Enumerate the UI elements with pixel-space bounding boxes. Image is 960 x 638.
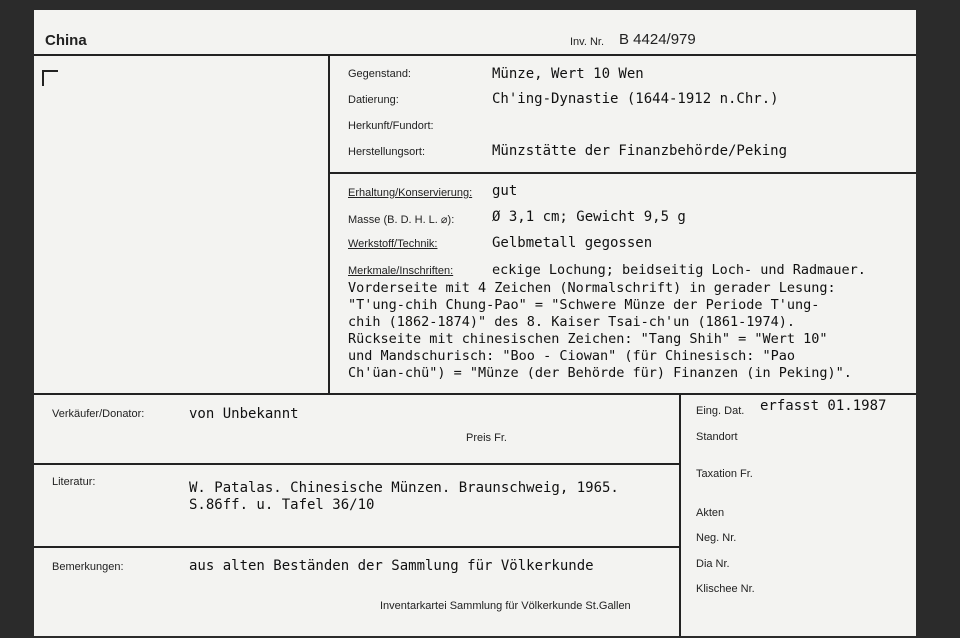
masse-value: Ø 3,1 cm; Gewicht 9,5 g <box>492 209 686 225</box>
datierung-label: Datierung: <box>348 94 399 106</box>
merkmale-first-line: eckige Lochung; beidseitig Loch- und Radmauer. <box>492 262 866 278</box>
bemerkungen-value: aus alten Beständen der Sammlung für Völkerkunde <box>189 558 594 574</box>
inv-nr-value: B 4424/979 <box>619 31 696 48</box>
merkmale-line: Ch'üan-chü") = "Münze (der Behörde für) Finanzen (in Peking)". <box>348 365 852 381</box>
neg-nr-label: Neg. Nr. <box>696 532 737 544</box>
verkaeufer-label: Verkäufer/Donator: <box>52 408 145 420</box>
herstellungsort-value: Münzstätte der Finanzbehörde/Peking <box>492 143 788 159</box>
eing-dat-label: Eing. Dat. <box>696 405 745 417</box>
bemerkungen-label: Bemerkungen: <box>52 561 124 573</box>
preis-label: Preis Fr. <box>466 432 507 444</box>
divider-header <box>34 54 916 56</box>
merkmale-line: Rückseite mit chinesischen Zeichen: "Tang Shih" = "Wert 10" <box>348 331 828 347</box>
footer-institution: Inventarkartei Sammlung für Völkerkunde St.Gallen <box>380 600 631 612</box>
country-label: China <box>45 32 87 49</box>
divider-condition-acquisition <box>34 393 916 395</box>
erhaltung-value: gut <box>492 183 518 199</box>
gegenstand-value: Münze, Wert 10 Wen <box>492 66 644 82</box>
literatur-label: Literatur: <box>52 476 96 488</box>
herkunft-label: Herkunft/Fundort: <box>348 120 434 132</box>
merkmale-line: "T'ung-chih Chung-Pao" = "Schwere Münze der Periode T'ung- <box>348 297 820 313</box>
inv-nr-label: Inv. Nr. <box>570 36 605 48</box>
divider-object-condition <box>328 172 916 174</box>
herstellungsort-label: Herstellungsort: <box>348 146 426 158</box>
klischee-nr-label: Klischee Nr. <box>696 583 755 595</box>
standort-label: Standort <box>696 431 738 443</box>
merkmale-line: und Mandschurisch: "Boo - Ciowan" (für Chinesisch: "Pao <box>348 348 796 364</box>
merkmale-line: Vorderseite mit 4 Zeichen (Normalschrift) in gerader Lesung: <box>348 280 836 296</box>
merkmale-line: chih (1862-1874)" des 8. Kaiser Tsai-ch'un (1861-1974). <box>348 314 796 330</box>
divider-vertical-photo <box>328 54 330 394</box>
akten-label: Akten <box>696 507 725 519</box>
literatur-line2: S.86ff. u. Tafel 36/10 <box>189 497 375 513</box>
divider-literature-remarks <box>34 546 680 548</box>
erhaltung-label: Erhaltung/Konservierung: <box>348 187 473 199</box>
literatur-line1: W. Patalas. Chinesische Münzen. Braunschweig, 1965. <box>189 480 619 496</box>
catalog-card <box>34 10 916 636</box>
dia-nr-label: Dia Nr. <box>696 558 730 570</box>
werkstoff-label: Werkstoff/Technik: <box>348 238 438 250</box>
eing-dat-value: erfasst 01.1987 <box>760 398 887 414</box>
werkstoff-value: Gelbmetall gegossen <box>492 235 653 251</box>
photo-corner-mark <box>42 70 58 86</box>
masse-label: Masse (B. D. H. L. ⌀): <box>348 214 455 226</box>
verkaeufer-value: von Unbekannt <box>189 406 299 422</box>
merkmale-text <box>348 280 852 382</box>
taxation-label: Taxation Fr. <box>696 468 753 480</box>
divider-vertical-sidebar <box>679 393 681 636</box>
divider-acquisition-literature <box>34 463 680 465</box>
datierung-value: Ch'ing-Dynastie (1644-1912 n.Chr.) <box>492 91 779 107</box>
merkmale-label: Merkmale/Inschriften: <box>348 265 454 277</box>
gegenstand-label: Gegenstand: <box>348 68 411 80</box>
